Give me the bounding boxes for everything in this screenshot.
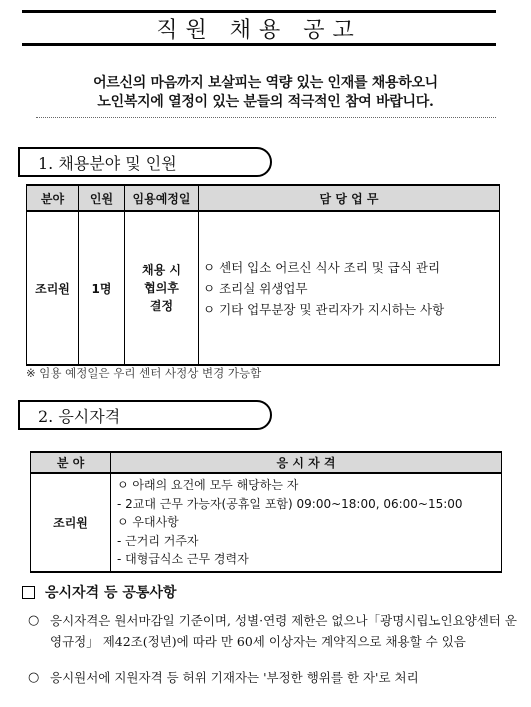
header-start-date: 임용예정일 bbox=[125, 185, 199, 211]
notice-item bbox=[28, 610, 518, 652]
cell-count: 1명 bbox=[79, 211, 125, 365]
page-title: 직원 채용 공고 bbox=[22, 10, 496, 46]
qualification-line: - 2교대 근무 가능자(공휴일 포함) 09:00~18:00, 06:00~15:00 bbox=[117, 496, 463, 511]
qualification-line: - 대형급식소 근무 경력자 bbox=[117, 552, 249, 566]
common-title-text: 응시자격 등 공통사항 bbox=[45, 585, 177, 601]
start-line: 채용 시 bbox=[142, 263, 181, 277]
start-date-note: ※ 임용 예정일은 우리 센터 사정상 변경 가능함 bbox=[26, 366, 262, 380]
table-header-row bbox=[27, 185, 500, 211]
start-line: 결정 bbox=[149, 299, 174, 313]
intro-text-line-1: 어르신의 마음까지 보살피는 역량 있는 인재를 채용하오니 bbox=[93, 75, 438, 91]
table-row bbox=[31, 473, 502, 572]
header-field: 분 야 bbox=[31, 452, 111, 473]
qualification-table bbox=[30, 451, 502, 573]
cell-start-date bbox=[125, 211, 199, 365]
notice-text: 응시자격은 원서마감일 기준이며, 성별·연령 제한은 없으나「광명시립노인요양센터 운영규정」 제42조(정년)에 따라 만 60세 이상자는 계약직으로 채용할 수 있음 bbox=[50, 613, 517, 649]
duty-item: ㅇ 센터 입소 어르신 식사 조리 및 급식 관리 bbox=[203, 257, 499, 278]
circle-bullet-icon: ○ bbox=[28, 670, 40, 685]
dotted-divider bbox=[36, 117, 496, 118]
table-header-row bbox=[31, 452, 502, 473]
header-qualification: 응 시 자 격 bbox=[111, 452, 502, 473]
start-line: 협의후 bbox=[144, 281, 179, 295]
checkbox-icon bbox=[22, 586, 35, 599]
qualification-line: - 근거리 거주자 bbox=[117, 533, 199, 548]
header-field: 분야 bbox=[27, 185, 79, 211]
intro-text-line-2: 노인복지에 열정이 있는 분들의 적극적인 참여 바랍니다. bbox=[97, 94, 434, 110]
table-row bbox=[27, 211, 500, 365]
header-duties: 담 당 업 무 bbox=[199, 185, 500, 211]
common-section-title bbox=[22, 582, 176, 602]
cell-field: 조리원 bbox=[27, 211, 79, 365]
section1-heading: 1. 채용분야 및 인원 bbox=[18, 147, 272, 177]
section2-heading: 2. 응시자격 bbox=[18, 400, 272, 430]
cell-qualification bbox=[111, 473, 502, 572]
cell-field: 조리원 bbox=[31, 473, 111, 572]
duty-item: ㅇ 조리실 위생업무 bbox=[203, 278, 499, 299]
notice-item bbox=[28, 667, 518, 688]
notice-text: 응시원서에 지원자격 등 허위 기재자는 '부정한 행위를 한 자'로 처리 bbox=[50, 670, 419, 685]
recruitment-table bbox=[26, 184, 500, 366]
circle-bullet-icon: ○ bbox=[28, 613, 40, 628]
header-count: 인원 bbox=[79, 185, 125, 211]
cell-duties bbox=[199, 211, 500, 365]
duty-item: ㅇ 기타 업무분장 및 관리자가 지시하는 사항 bbox=[203, 299, 499, 320]
qualification-line: ㅇ 우대사항 bbox=[117, 515, 179, 529]
qualification-line: ㅇ 아래의 요건에 모두 해당하는 자 bbox=[117, 478, 299, 492]
